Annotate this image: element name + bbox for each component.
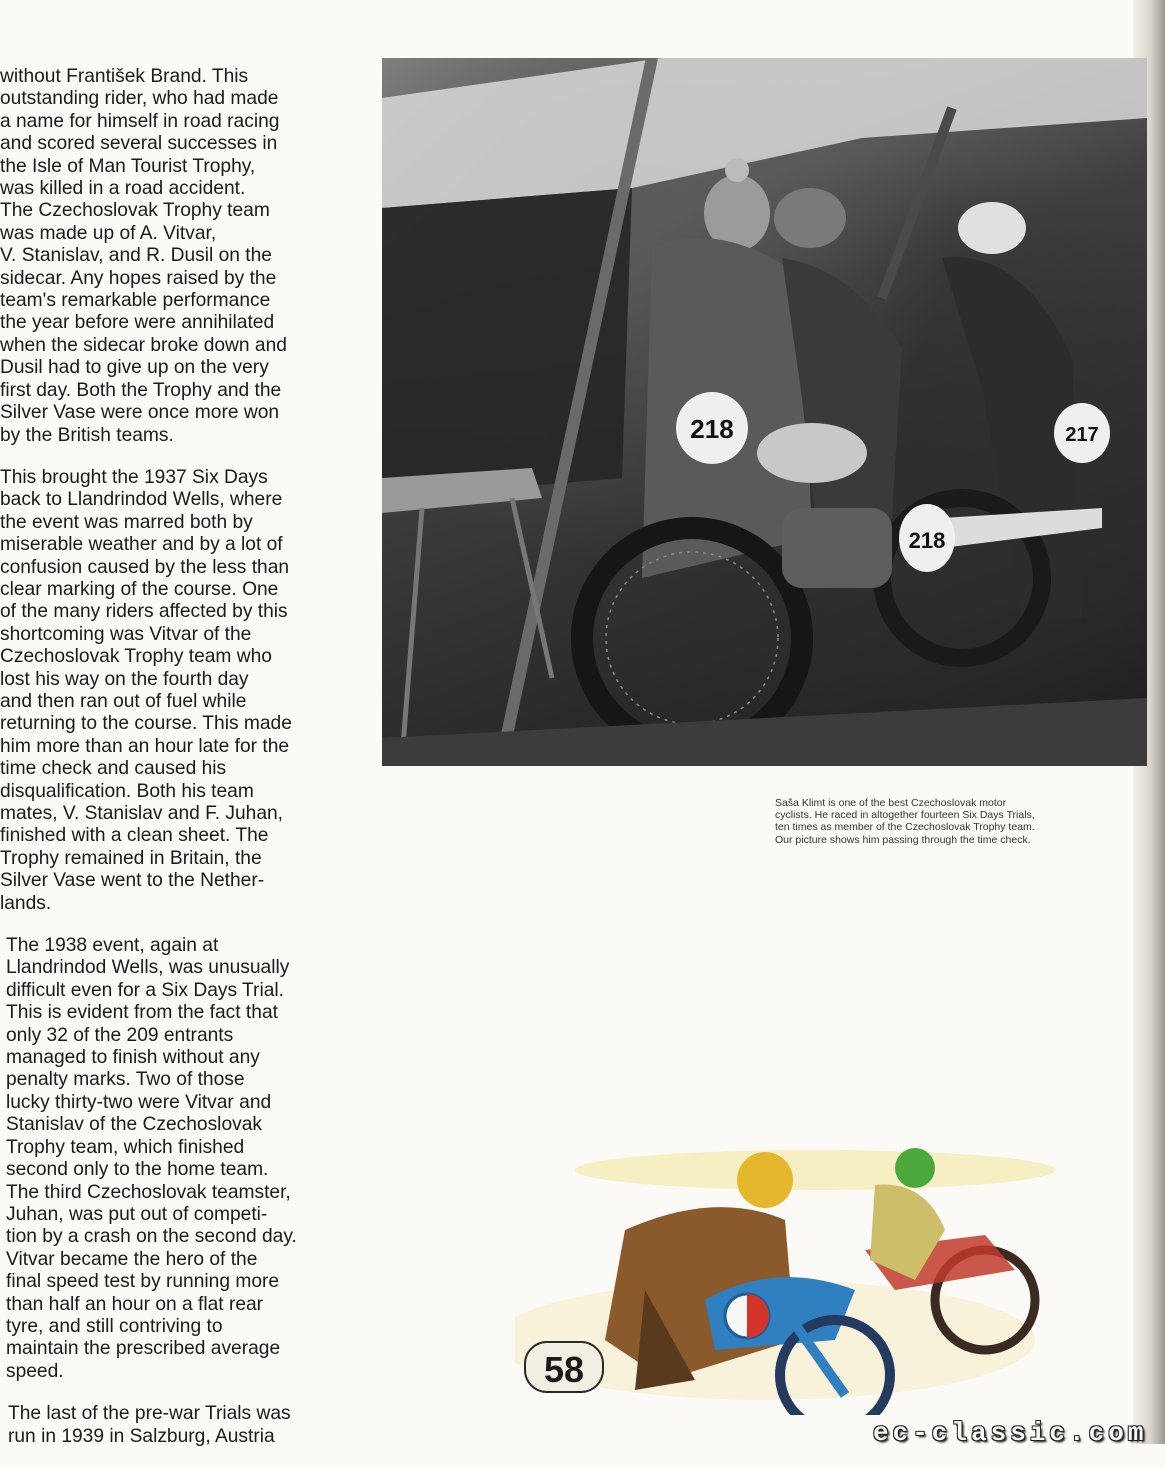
watermark: ec-classic.com	[873, 1418, 1148, 1448]
body-text-column	[0, 66, 372, 1468]
body-paragraph: The 1938 event, again at Llandrindod Wells, was unusually difficult even for a Six Days Trial. This is evident from the fact that only 32 of the 209 entrants managed to finish without any penalty marks. Two of those lucky thirty-two were Vitvar and Stanislav of the Czechoslovak Trophy team, which finished second only to the home team. The third Czechoslovak teamster, Juhan, was put out of competi- tion by a crash on the second day. Vitvar became the hero of the final speed test by running more than half an hour on a flat rear tyre, and still contriving to maintain the prescribed average speed.	[6, 935, 297, 1382]
plate-number-label: 58	[543, 1349, 585, 1390]
body-paragraph: The last of the pre-war Trials was run in 1939 in Salzburg, Austria	[8, 1403, 291, 1447]
plate-number-label: 218	[690, 414, 734, 444]
photo-caption: Saša Klimt is one of the best Czechoslovak motor cyclists. He raced in altogether fourteen Six Days Trials, ten times as member of the Czechoslovak Trophy team. Our picture shows him passing through the time check.	[775, 797, 1035, 846]
time-check-photo	[382, 58, 1147, 766]
plate-number-label: 217	[1065, 424, 1099, 446]
body-paragraph: This brought the 1937 Six Days back to Llandrindod Wells, where the event was marred both by miserable weather and by a lot of confusion caused by the less than clear marking of the course. One of the many riders affected by this shortcoming was Vitvar of the Czechoslovak Trophy team who lost his way on the fourth day and then ran out of fuel while returning to the course. This made him more than an hour late for the time check and caused his disqualification. Both his team mates, V. Stanislav and F. Juhan, finished with a clean sheet. The Trophy remained in Britain, the Silver Vase went to the Nether- lands.	[0, 466, 292, 914]
plate-number-label: 218	[908, 528, 946, 553]
body-paragraph: without František Brand. This outstanding rider, who had made a name for himself in road racing and scored several successes in the Isle of Man Tourist Trophy, was killed in a road accident. The Czechoslovak Trophy team was made up of A. Vitvar, V. Stanislav, and R. Dusil on the sidecar. Any hopes raised by the team's remarkable performance the year before were annihilated when the sidecar broke down and Dusil had to give up on the very first day. Both the Trophy and the Silver Vase were once more won by the British teams.	[0, 66, 287, 446]
motorcycle-illustration	[515, 1140, 1075, 1415]
